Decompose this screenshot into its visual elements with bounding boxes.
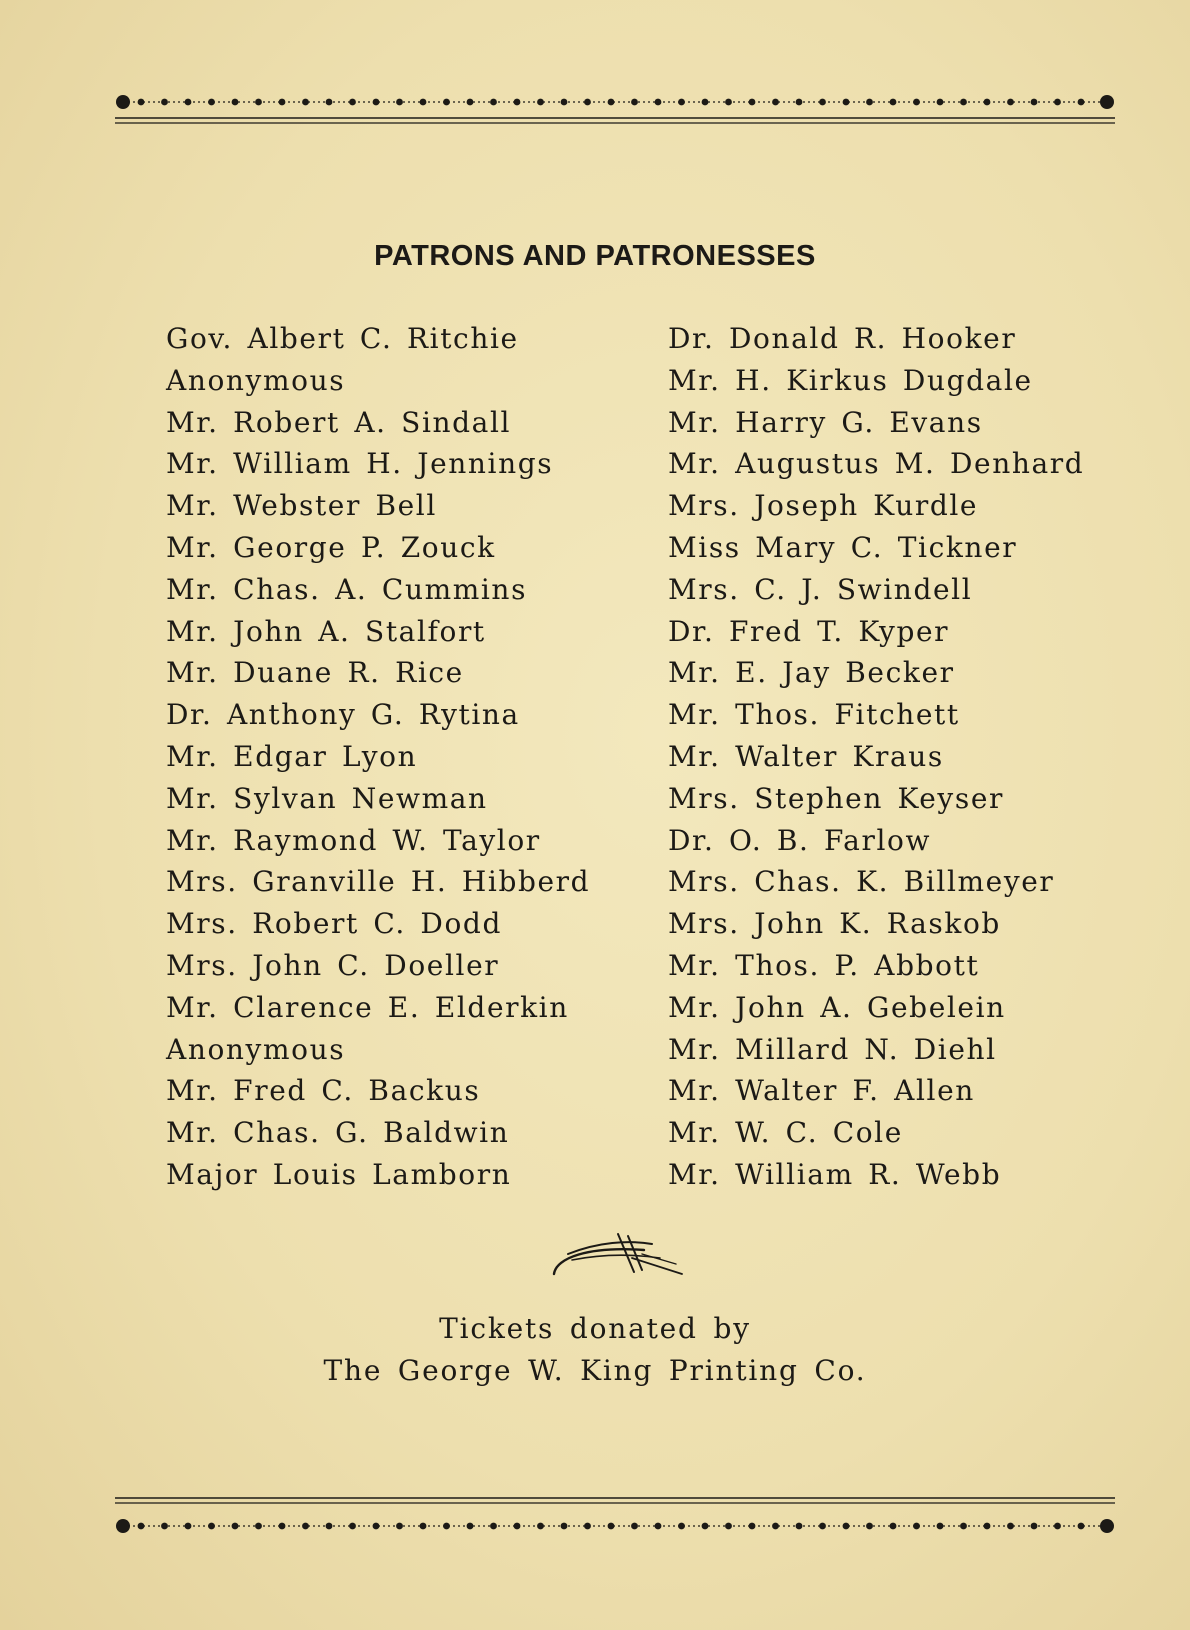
patron-name: Mr. John A. Stalfort — [166, 614, 486, 648]
page-heading: PATRONS AND PATRONESSES — [374, 240, 816, 272]
patron-name: Mr. Thos. P. Abbott — [668, 948, 980, 982]
patron-name: Dr. Fred T. Kyper — [668, 614, 950, 648]
patron-name: Mr. W. C. Cole — [668, 1116, 903, 1150]
patron-name: Gov. Albert C. Ritchie — [166, 322, 519, 355]
patron-name: Anonymous — [166, 363, 346, 397]
patron-name: Mrs. Stephen Keyser — [668, 781, 1004, 815]
patron-name: Mrs. Robert C. Dodd — [166, 907, 502, 941]
patron-name: Mrs. John K. Raskob — [668, 907, 1001, 941]
patrons-left-column — [166, 318, 590, 1196]
top-decorative-border — [115, 88, 1115, 134]
patron-name: Mrs. Chas. K. Billmeyer — [668, 865, 1055, 899]
patron-name: Mr. Thos. Fitchett — [668, 698, 960, 732]
patron-name: Mr. Walter Kraus — [668, 739, 944, 773]
patron-name: Mr. Walter F. Allen — [668, 1074, 975, 1108]
patron-name: Mr. Webster Bell — [166, 489, 437, 523]
patron-name: Mrs. Joseph Kurdle — [668, 489, 979, 523]
patron-name: Mr. Edgar Lyon — [166, 739, 418, 773]
patron-name: Mr. Millard N. Diehl — [668, 1032, 997, 1066]
patron-name: Mr. William H. Jennings — [166, 447, 554, 481]
patron-name: Mr. Sylvan Newman — [166, 781, 488, 815]
patrons-right-column — [668, 318, 1084, 1196]
patron-name: Mrs. Granville H. Hibberd — [166, 865, 591, 899]
patron-name: Mrs. John C. Doeller — [166, 948, 500, 982]
bottom-decorative-border — [115, 1492, 1115, 1538]
patron-name: Mr. Robert A. Sindall — [166, 405, 512, 439]
patron-name: Dr. Donald R. Hooker — [668, 322, 1017, 355]
patron-name: Dr. O. B. Farlow — [668, 823, 932, 857]
patron-name: Mr. Chas. A. Cummins — [166, 572, 528, 606]
patron-name: Mr. Duane R. Rice — [166, 656, 464, 690]
patron-name: Mr. Augustus M. Denhard — [668, 447, 1085, 481]
patron-name: Mr. William R. Webb — [668, 1157, 1002, 1191]
patron-name: Mr. Chas. G. Baldwin — [166, 1116, 510, 1150]
footer-printer-line: The George W. King Printing Co. — [323, 1354, 867, 1387]
patron-name: Mr. H. Kirkus Dugdale — [668, 363, 1033, 397]
patron-name: Mrs. C. J. Swindell — [668, 572, 973, 606]
patron-name: Mr. George P. Zouck — [166, 530, 496, 564]
beaded-rule-icon — [115, 1492, 1115, 1538]
patron-name: Mr. Clarence E. Elderkin — [166, 990, 569, 1024]
patron-name: Mr. Raymond W. Taylor — [166, 823, 541, 857]
beaded-rule-icon — [115, 88, 1115, 134]
patron-name: Dr. Anthony G. Rytina — [166, 698, 520, 732]
patron-name: Mr. John A. Gebelein — [668, 990, 1006, 1024]
patron-name: Mr. E. Jay Becker — [668, 656, 955, 690]
patron-name: Mr. Harry G. Evans — [668, 405, 983, 439]
patron-name: Mr. Fred C. Backus — [166, 1074, 481, 1108]
patron-name: Major Louis Lamborn — [166, 1157, 512, 1191]
patron-name: Miss Mary C. Tickner — [668, 530, 1018, 564]
patron-name: Anonymous — [166, 1032, 346, 1066]
flourish-ornament-icon — [548, 1228, 688, 1280]
footer-tickets-line: Tickets donated by — [439, 1312, 751, 1345]
